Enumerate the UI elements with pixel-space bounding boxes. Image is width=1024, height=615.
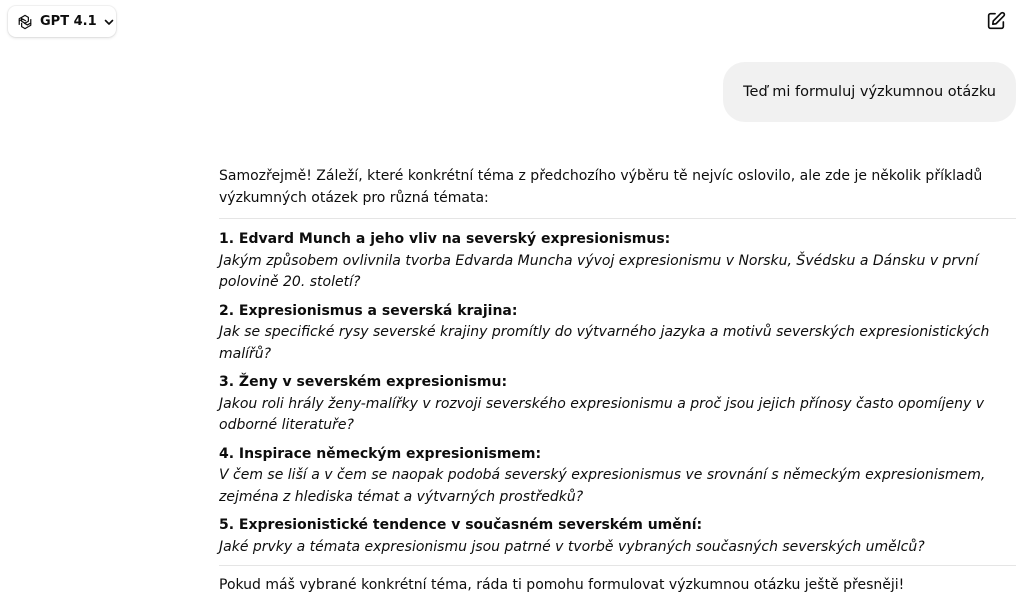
model-label: GPT 4.1	[40, 14, 97, 29]
user-message-bubble	[723, 62, 1016, 122]
topic-question: Jaké prvky a témata expresionismu jsou patrné v tvorbě vybraných současných severských umělců?	[219, 538, 925, 555]
topic-heading: 4. Inspirace německým expresionismem:	[219, 445, 542, 462]
assistant-intro: Samozřejmě! Záleží, které konkrétní téma z předchozího výběru tě nejvíc oslovilo, ale zde je několik příkladů výzkumných otázek pro různá témata:	[219, 168, 983, 206]
topic-heading: 2. Expresionismus a severská krajina:	[219, 302, 518, 319]
topic-heading: 1. Edvard Munch a jeho vliv na severský expresionismus:	[219, 231, 671, 247]
list-item	[219, 229, 1016, 294]
topic-heading: 5. Expresionistické tendence v současném severském umění:	[219, 517, 703, 533]
topic-question: Jakým způsobem ovlivnila tvorba Edvarda Muncha vývoj expresionismu v Norsku, Švédsku a Dánsku v první polovině 20. století?	[219, 252, 979, 290]
topic-question: V čem se liší a v čem se naopak podobá severský expresionismus ve srovnání s německým expresionismem, zejména z hlediska témat a výtvarných prostředků?	[219, 467, 986, 505]
topic-heading: 3. Ženy v severském expresionismu:	[219, 374, 508, 390]
divider	[219, 218, 1016, 219]
new-chat-button[interactable]	[983, 8, 1009, 34]
model-selector-button[interactable]	[8, 6, 116, 37]
list-item	[219, 515, 1016, 558]
openai-logo-icon	[16, 12, 34, 32]
user-message-text: Teď mi formuluj výzkumnou otázku	[743, 84, 996, 100]
compose-icon	[985, 10, 1007, 32]
assistant-outro: Pokud máš vybrané konkrétní téma, ráda ti pomohu formulovat výzkumnou otázku ještě přesněji!	[219, 577, 905, 593]
assistant-message	[219, 166, 1016, 597]
topic-question: Jak se specifické rysy severské krajiny promítly do výtvarného jazyka a motivů severských expresionistických malířů?	[219, 324, 990, 362]
chevron-down-icon	[103, 16, 115, 28]
top-bar	[0, 0, 1024, 44]
divider	[219, 565, 1016, 566]
list-item	[219, 301, 1016, 366]
list-item	[219, 372, 1016, 437]
list-item	[219, 444, 1016, 509]
topic-question: Jakou roli hrály ženy-malířky v rozvoji severského expresionismu a proč jsou jejich přínosy často opomíjeny v odborné literatuře?	[219, 395, 985, 433]
